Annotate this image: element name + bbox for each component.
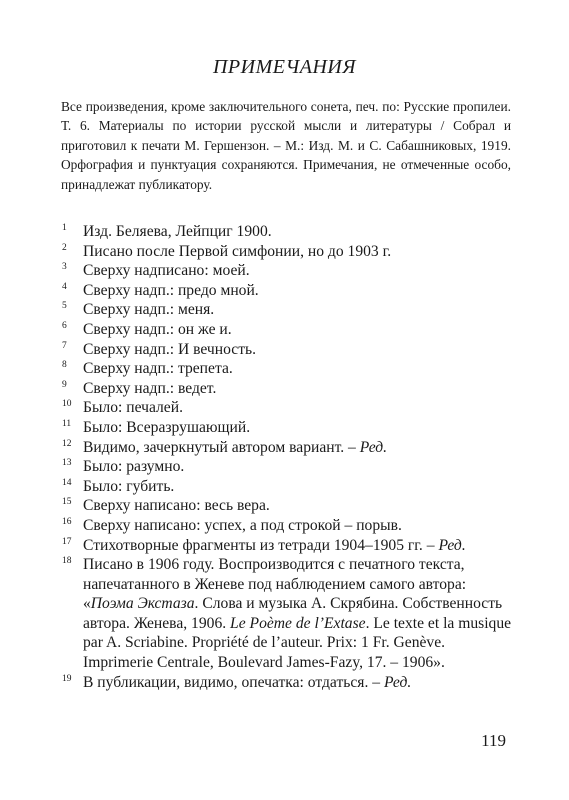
note-text: Сверху написано: весь вера. xyxy=(83,497,270,515)
note-item xyxy=(62,673,512,693)
note-item xyxy=(62,477,512,497)
editor-mark: Ред. xyxy=(383,673,412,691)
note-text: Писано после Первой симфонии, но до 1903 г. xyxy=(83,242,392,260)
editor-mark: Ред. xyxy=(438,536,466,554)
note-text: В публикации, видимо, опечатка: отдаться. – xyxy=(83,673,384,691)
note-text: . Le texte et la musique par A. Scriabine. Propriété de l’auteur. Prix: 1 Fr. Genève. Imprimerie Centrale, Boulevard James-Fazy, 17. – 1906». xyxy=(83,614,512,672)
note-number: 18 xyxy=(62,556,72,567)
note-number: 11 xyxy=(62,418,72,429)
note-text: Стихотворные фрагменты из тетради 1904–1905 гг. – xyxy=(83,536,439,554)
note-item xyxy=(62,516,512,536)
note-item xyxy=(62,242,512,262)
note-text: Сверху надп.: он же и. xyxy=(83,320,232,338)
note-number: 1 xyxy=(62,223,67,233)
note-item xyxy=(62,536,512,556)
note-text: Было: Всеразрушающий. xyxy=(83,418,251,436)
note-item xyxy=(62,222,512,242)
page-title: ПРИМЕЧАНИЯ xyxy=(212,56,356,78)
note-item xyxy=(62,261,512,281)
note-number: 17 xyxy=(62,536,72,547)
note-number: 6 xyxy=(62,320,67,331)
note-item xyxy=(62,340,512,360)
note-item xyxy=(62,359,512,379)
note-number: 15 xyxy=(62,497,72,508)
note-item xyxy=(62,418,512,438)
note-text: Сверху написано: успех, а под строкой – порыв. xyxy=(83,516,402,534)
note-item xyxy=(62,398,512,418)
note-text: Изд. Беляева, Лейпциг 1900. xyxy=(83,223,272,240)
note-number: 5 xyxy=(62,301,67,312)
note-number: 12 xyxy=(62,438,72,449)
note-text: Le Poème de l’Extase xyxy=(230,614,366,632)
note-number: 13 xyxy=(62,458,72,469)
note-item xyxy=(62,379,512,399)
note-text: Писано в 1906 году. Воспроизводится с печатного текста, напечатанного в Женеве под наблюдением самого автора: « xyxy=(83,556,467,613)
note-text: Поэма Экстаза xyxy=(90,595,195,613)
note-text: Сверху надп.: трепета. xyxy=(83,360,233,378)
page-number: 119 xyxy=(481,731,506,750)
note-number: 19 xyxy=(62,673,72,684)
note-number: 16 xyxy=(62,516,72,527)
notes-list xyxy=(62,222,512,692)
note-number: 8 xyxy=(62,360,67,371)
note-text: Было: разумно. xyxy=(83,458,185,476)
note-text: Видимо, зачеркнутый автором вариант. – xyxy=(83,438,360,456)
note-number: 7 xyxy=(62,340,67,351)
note-number: 9 xyxy=(62,379,67,390)
note-number: 10 xyxy=(62,399,72,410)
note-text: Сверху надп.: предо мной. xyxy=(83,281,259,299)
note-item xyxy=(62,496,512,516)
note-item xyxy=(62,438,512,458)
note-text: . Слова и музыка А. Скрябина. Собственность автора. Женева, 1906. xyxy=(83,595,503,632)
note-text: Сверху надп.: И вечность. xyxy=(83,340,257,358)
note-item xyxy=(62,555,512,673)
note-item xyxy=(62,320,512,340)
note-number: 2 xyxy=(62,242,67,253)
note-item xyxy=(62,300,512,320)
note-text: Сверху надп.: меня. xyxy=(83,301,215,319)
note-number: 14 xyxy=(62,477,72,488)
note-text: Было: губить. xyxy=(83,477,175,495)
note-item xyxy=(62,281,512,301)
note-item xyxy=(62,457,512,477)
note-text: Было: печалей. xyxy=(83,399,183,417)
editor-mark: Ред. xyxy=(359,438,388,456)
intro-paragraph: Все произведения, кроме заключительного сонета, печ. по: Русские пропилеи. Т. 6. Материалы по истории русской мысли и литературы / Собрал и приготовил к печати М. Гершензон. – М.: Изд. М. и С. Сабашниковых, 1919. Орфография и пунктуация сохраняются. Примечания, не отмеченные особо, принадлежат публикатору. xyxy=(61,99,511,192)
note-number: 3 xyxy=(62,262,67,273)
note-number: 4 xyxy=(62,281,67,292)
note-text: Сверху надписано: моей. xyxy=(83,262,250,280)
note-text: Сверху надп.: ведет. xyxy=(83,379,217,397)
